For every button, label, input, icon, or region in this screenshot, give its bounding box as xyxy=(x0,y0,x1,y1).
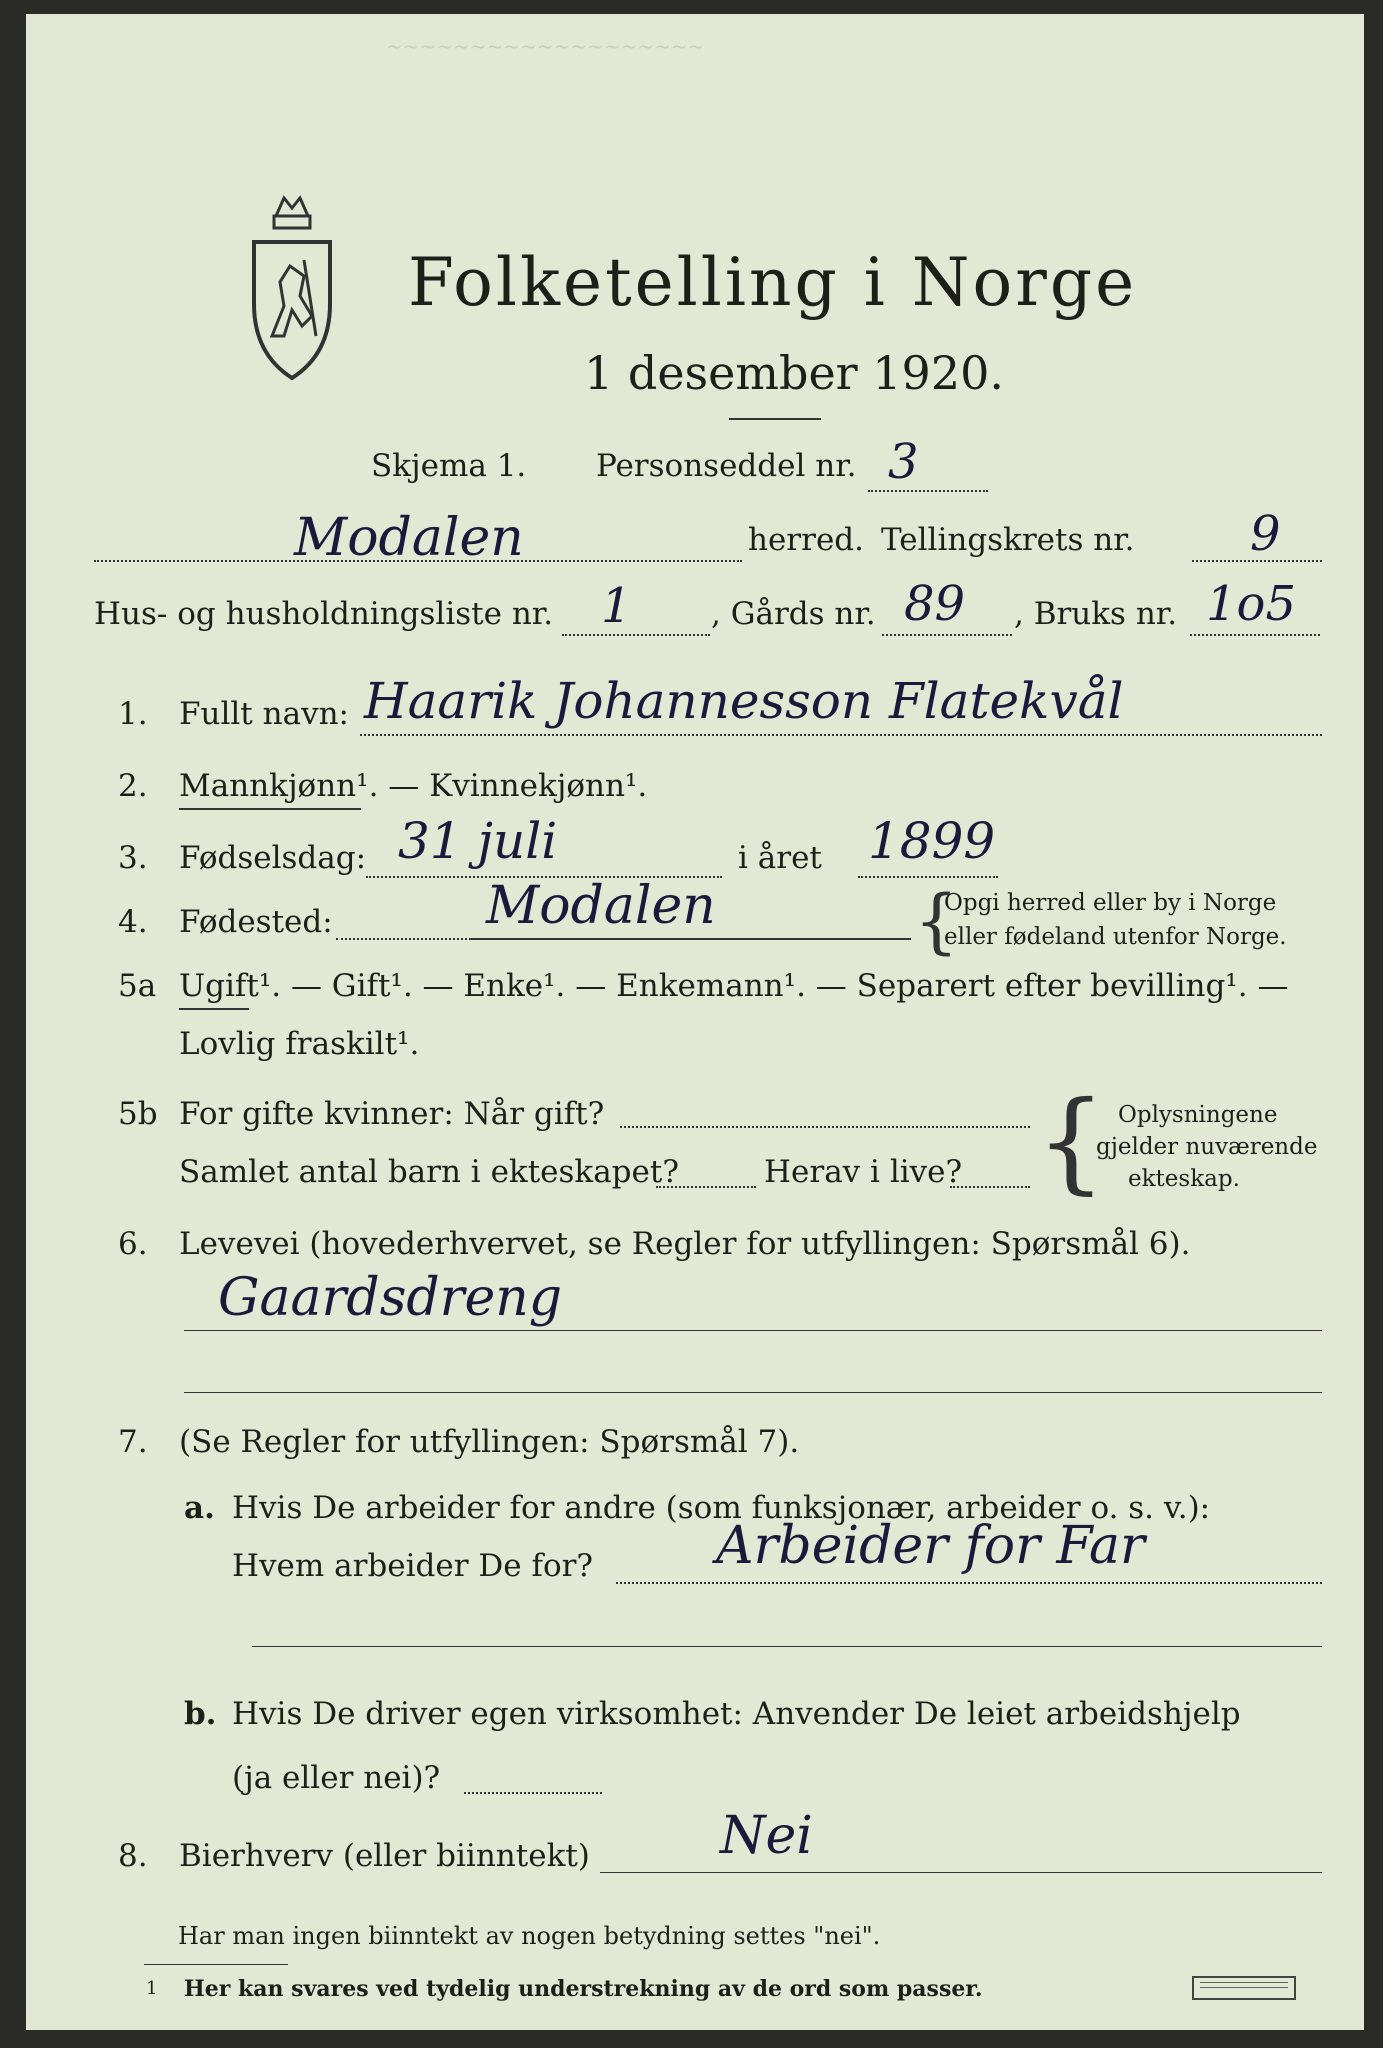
marital-status-options[interactable]: Ugift¹. — Gift¹. — Enke¹. — Enkemann¹. — Separert efter bevilling¹. — xyxy=(179,968,1289,1004)
q5b-number: 5b xyxy=(118,1096,158,1132)
birthday-value[interactable]: 31 juli xyxy=(398,812,558,870)
gards-value[interactable]: 89 xyxy=(904,576,966,632)
skjema-label: Skjema 1. xyxy=(371,448,527,484)
birthplace-note-line2: eller fødeland utenfor Norge. xyxy=(944,924,1287,950)
herred-value[interactable]: Modalen xyxy=(294,508,524,568)
personseddel-value[interactable]: 3 xyxy=(888,434,919,490)
q7a-letter: a. xyxy=(184,1490,215,1526)
q7b-letter: b. xyxy=(184,1696,217,1732)
hus-value[interactable]: 1 xyxy=(601,578,632,634)
nei-note: Har man ingen biinntekt av nogen betydning settes "nei". xyxy=(178,1922,881,1950)
birthplace-label: Fødested: xyxy=(179,904,333,940)
q7-number: 7. xyxy=(118,1424,148,1460)
footnote-mark: 1 xyxy=(146,1978,158,1999)
gender-underline-mark xyxy=(179,808,361,810)
census-form-page xyxy=(26,14,1364,2030)
children-total-label: Samlet antal barn i ekteskapet? xyxy=(179,1154,679,1190)
form-title: Folketelling i Norge xyxy=(408,244,1138,321)
marital-status-options-line2[interactable]: Lovlig fraskilt¹. xyxy=(179,1026,420,1062)
side-income-value[interactable]: Nei xyxy=(720,1806,813,1866)
tellingskrets-line xyxy=(1192,560,1322,562)
children-alive-label: Herav i live? xyxy=(764,1154,963,1190)
footnote-divider xyxy=(144,1964,288,1965)
occupation-line2 xyxy=(184,1392,1322,1393)
q2-number: 2. xyxy=(118,768,148,804)
full-name-value[interactable]: Haarik Johannesson Flatekvål xyxy=(364,672,1124,730)
married-when-label: For gifte kvinner: Når gift? xyxy=(179,1096,605,1132)
hired-help-line xyxy=(464,1792,602,1794)
birth-year-value[interactable]: 1899 xyxy=(868,812,996,870)
children-total-line xyxy=(656,1186,756,1188)
q6-number: 6. xyxy=(118,1226,148,1262)
q3-number: 3. xyxy=(118,840,148,876)
employer-extra-line xyxy=(252,1646,1322,1647)
herred-label: herred. xyxy=(748,522,864,558)
printer-stamp xyxy=(1192,1976,1296,2000)
gender-options[interactable]: Mannkjønn¹. — Kvinnekjønn¹. xyxy=(179,768,648,804)
herred-line xyxy=(94,560,742,562)
marriage-note-line1: Oplysningene xyxy=(1118,1102,1278,1128)
birthplace-note-line1: Opgi herred eller by i Norge xyxy=(944,890,1277,916)
married-when-line xyxy=(620,1126,1030,1128)
marriage-note-line2: gjelder nuværende xyxy=(1096,1134,1318,1160)
occupation-value[interactable]: Gaardsdreng xyxy=(218,1268,563,1328)
bruks-value[interactable]: 1o5 xyxy=(1206,576,1296,632)
employer-line xyxy=(616,1582,1322,1584)
bruks-label: , Bruks nr. xyxy=(1014,596,1178,632)
gards-line xyxy=(882,634,1012,636)
birthplace-lead-line xyxy=(336,938,471,940)
title-divider xyxy=(729,418,821,420)
q7a-line1: Hvis De arbeider for andre (som funksjonær, arbeider o. s. v.): xyxy=(232,1490,1211,1526)
form-date: 1 desember 1920. xyxy=(584,346,1004,400)
hus-line xyxy=(562,634,710,636)
tellingskrets-label: Tellingskrets nr. xyxy=(881,522,1135,558)
q5a-number: 5a xyxy=(118,968,157,1004)
employer-label: Hvem arbeider De for? xyxy=(232,1548,594,1584)
employer-value[interactable]: Arbeider for Far xyxy=(716,1516,1145,1576)
occupation-line1 xyxy=(184,1330,1322,1331)
bruks-line xyxy=(1190,634,1320,636)
birthplace-value[interactable]: Modalen xyxy=(486,876,716,936)
personseddel-line xyxy=(868,490,988,492)
q4-number: 4. xyxy=(118,904,148,940)
marital-underline-mark xyxy=(179,1008,249,1010)
marriage-note-line3: ekteskap. xyxy=(1128,1166,1240,1192)
q7-label: (Se Regler for utfyllingen: Spørsmål 7). xyxy=(179,1424,800,1460)
q7b-line1: Hvis De driver egen virksomhet: Anvender De leiet arbeidshjelp xyxy=(232,1696,1241,1732)
q1-label: Fullt navn: xyxy=(179,696,349,732)
children-alive-line xyxy=(950,1186,1030,1188)
side-income-line xyxy=(600,1872,1322,1873)
birthplace-brace: { xyxy=(914,880,959,962)
personseddel-label: Personseddel nr. xyxy=(596,448,857,484)
footnote-text: Her kan svares ved tydelig understrekning av de ord som passer. xyxy=(184,1976,983,2002)
occupation-label: Levevei (hovederhvervet, se Regler for utfyllingen: Spørsmål 6). xyxy=(179,1226,1191,1262)
hus-label: Hus- og husholdningsliste nr. xyxy=(94,596,554,632)
side-income-label: Bierhverv (eller biinntekt) xyxy=(179,1838,590,1874)
marriage-brace: { xyxy=(1036,1077,1106,1205)
bleed-through-text: ~~~~~~~~~~~~~~~~~~~ xyxy=(386,34,705,58)
birthplace-line xyxy=(471,938,911,940)
full-name-line xyxy=(360,734,1322,736)
gards-label: , Gårds nr. xyxy=(711,596,876,632)
birthday-label: Fødselsdag: xyxy=(179,840,367,876)
q8-number: 8. xyxy=(118,1838,148,1874)
birth-year-line xyxy=(858,876,998,878)
birth-year-label: i året xyxy=(738,840,822,876)
tellingskrets-value[interactable]: 9 xyxy=(1250,506,1281,562)
hired-help-label: (ja eller nei)? xyxy=(232,1760,441,1796)
coat-of-arms-icon xyxy=(244,186,340,386)
q1-number: 1. xyxy=(118,696,148,732)
